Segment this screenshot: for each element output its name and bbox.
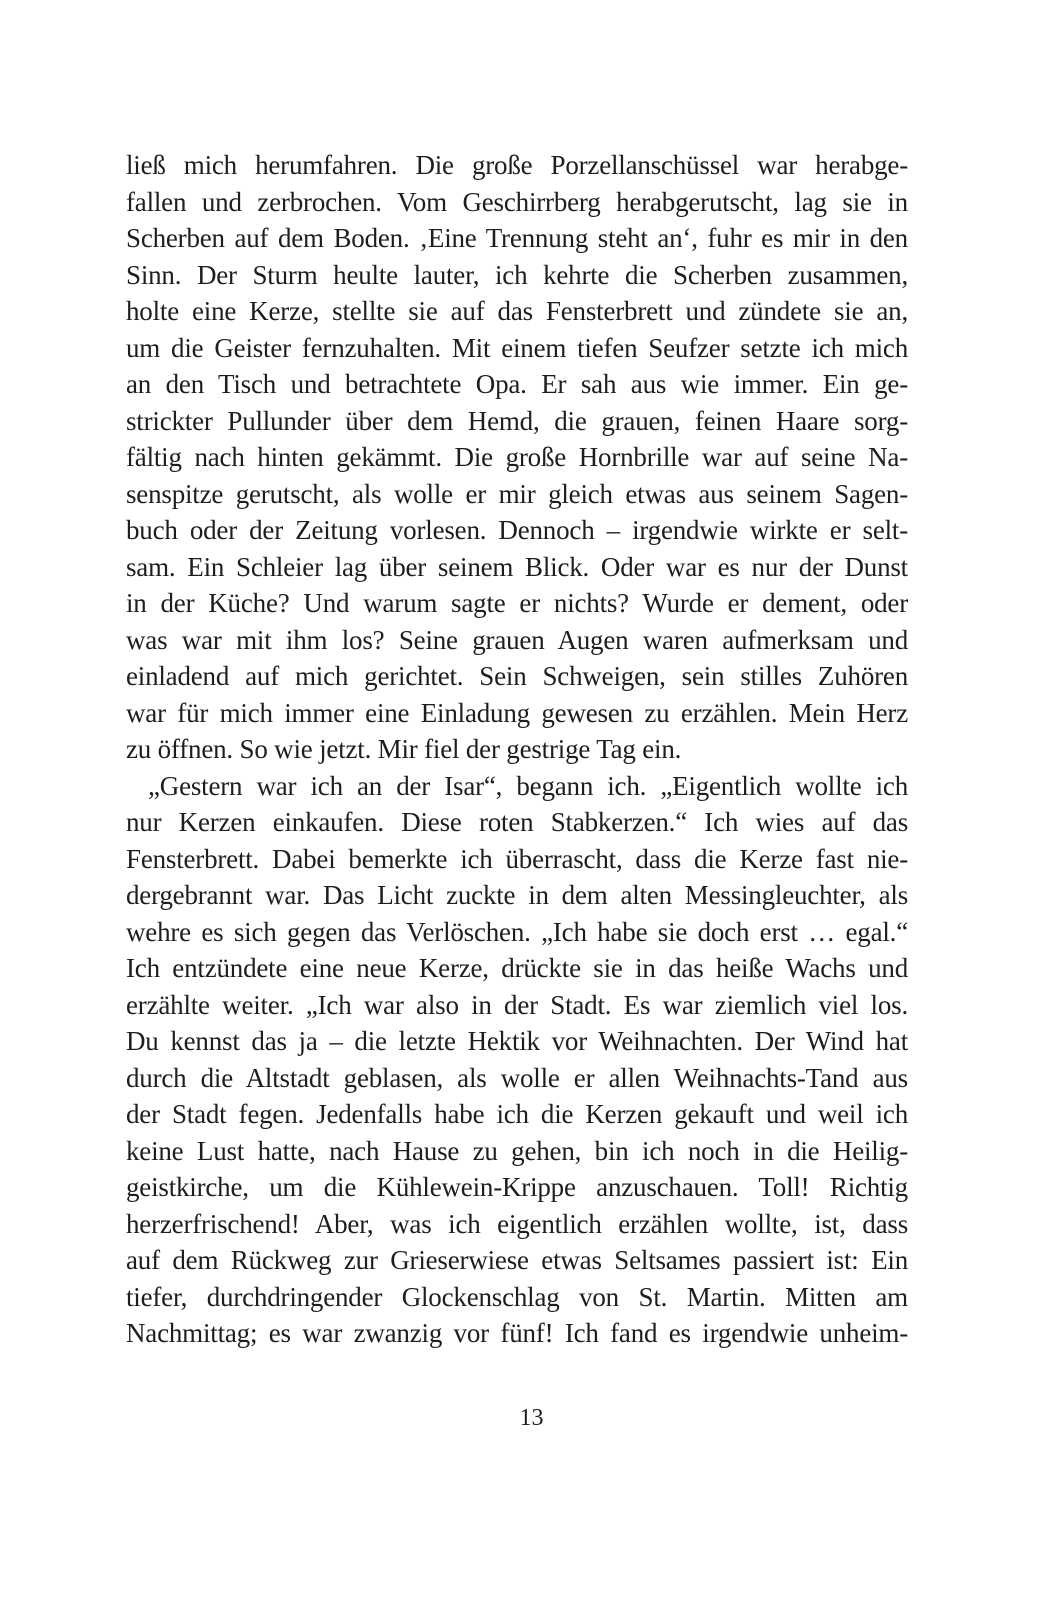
text-line: Ich entzündete eine neue Kerze, drückte sie in das heiße Wachs und <box>126 953 908 983</box>
text-line: tiefer, durchdringender Glockenschlag von St. Martin. Mitten am <box>126 1281 908 1312</box>
text-line: Du kennst das ja – die letzte Hektik vor Weihnachten. Der Wind hat <box>126 1026 908 1056</box>
text-line: Fensterbrett. Dabei bemerkte ich überrascht, dass die Kerze fast nie- <box>126 843 908 874</box>
text-line: holte eine Kerze, stellte sie auf das Fensterbrett und zündete sie an, <box>126 296 908 326</box>
text-line: erzählte weiter. „Ich war also in der Stadt. Es war ziemlich viel los. <box>126 989 908 1020</box>
text-line: ließ mich herumfahren. Die große Porzellanschüssel war herabge- <box>126 150 908 180</box>
text-line: strickter Pullunder über dem Hemd, die grauen, feinen Haare sorg- <box>126 405 908 436</box>
text-line: war für mich immer eine Einladung gewesen zu erzählen. Mein Herz <box>126 697 908 728</box>
text-line: dergebrannt war. Das Licht zuckte in dem alten Messingleuchter, als <box>126 880 908 910</box>
text-line: der Stadt fegen. Jedenfalls habe ich die Kerzen gekauft und weil ich <box>126 1099 908 1129</box>
text-line: fältig nach hinten gekämmt. Die große Hornbrille war auf seine Na- <box>126 442 908 472</box>
text-line: sam. Ein Schleier lag über seinem Blick. Oder war es nur der Dunst <box>126 551 908 582</box>
text-line: herzerfrischend! Aber, was ich eigentlich erzählen wollte, ist, dass <box>126 1208 908 1239</box>
text-line: Sinn. Der Sturm heulte lauter, ich kehrte die Scherben zusammen, <box>126 259 908 290</box>
text-line: Nachmittag; es war zwanzig vor fünf! Ich fand es irgendwie unheim- <box>126 1318 908 1348</box>
text-line: um die Geister fernzuhalten. Mit einem tiefen Seufzer setzte ich mich <box>126 332 908 363</box>
text-line: was war mit ihm los? Seine grauen Augen waren aufmerksam und <box>126 624 908 655</box>
text-line: fallen und zerbrochen. Vom Geschirrberg herabgerutscht, lag sie in <box>126 186 908 217</box>
text-line: einladend auf mich gerichtet. Sein Schweigen, sein stilles Zuhören <box>126 661 908 691</box>
text-line: Scherben auf dem Boden. ‚Eine Trennung steht an‘, fuhr es mir in den <box>126 223 908 253</box>
text-line: keine Lust hatte, nach Hause zu gehen, bin ich noch in die Heilig- <box>126 1135 908 1166</box>
text-line: auf dem Rückweg zur Grieserwiese etwas Seltsames passiert ist: Ein <box>126 1245 908 1275</box>
text-line: senspitze gerutscht, als wolle er mir gleich etwas aus seinem Sagen- <box>126 478 908 509</box>
paragraph-end-line: zu öffnen. So wie jetzt. Mir fiel der gestrige Tag ein. <box>126 734 682 764</box>
text-line: geistkirche, um die Kühlewein-Krippe anzuschauen. Toll! Richtig <box>126 1172 908 1202</box>
text-line: durch die Altstadt geblasen, als wolle er allen Weihnachts-Tand aus <box>126 1062 908 1093</box>
body-text <box>126 147 908 1352</box>
text-line: nur Kerzen einkaufen. Diese roten Stabkerzen.“ Ich wies auf das <box>126 807 908 837</box>
text-line: an den Tisch und betrachtete Opa. Er sah aus wie immer. Ein ge- <box>126 369 908 399</box>
page-number: 13 <box>519 1405 544 1431</box>
text-line: wehre es sich gegen das Verlöschen. „Ich habe sie doch erst … egal.“ <box>126 916 908 947</box>
text-line: in der Küche? Und warum sagte er nichts? Wurde er dement, oder <box>126 588 908 618</box>
text-line: buch oder der Zeitung vorlesen. Dennoch – irgendwie wirkte er selt- <box>126 515 908 545</box>
paragraph-start-line: „Gestern war ich an der Isar“, begann ich. „Eigentlich wollte ich <box>148 770 908 801</box>
